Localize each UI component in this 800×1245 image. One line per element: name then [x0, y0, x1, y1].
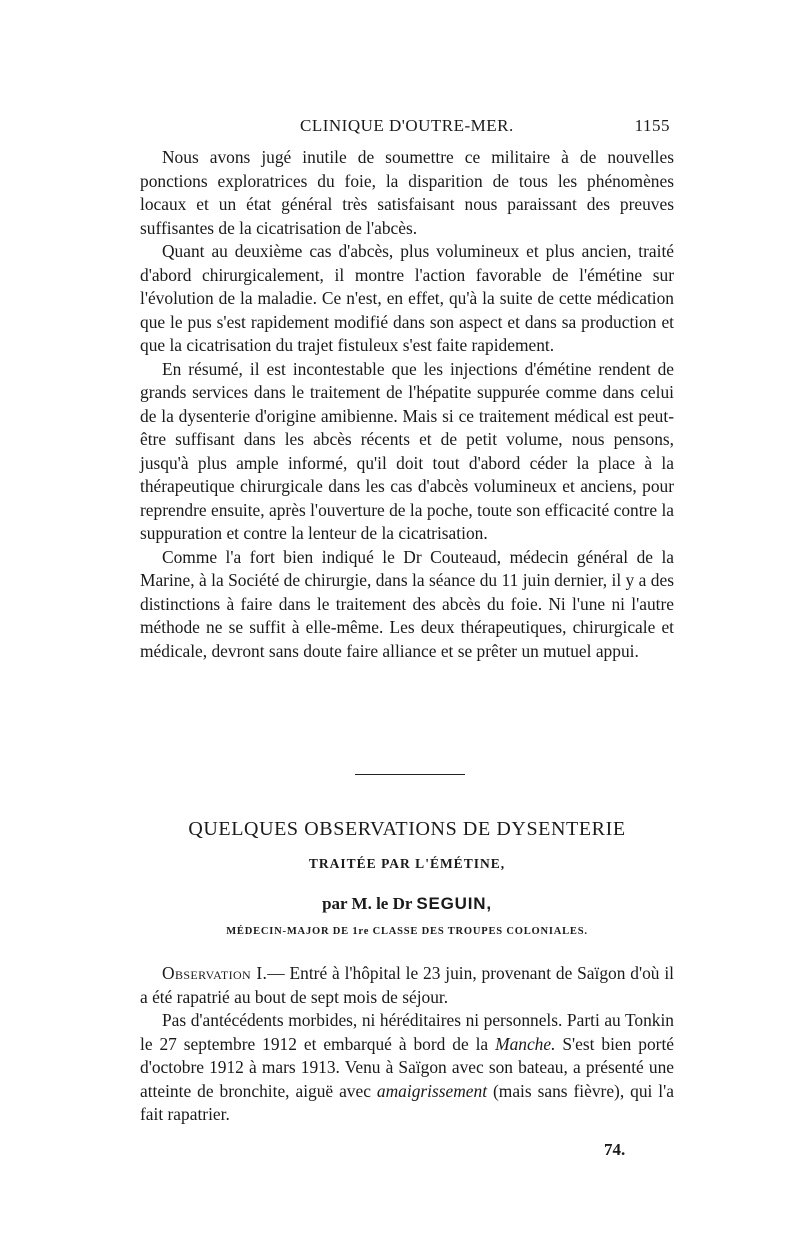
observation-paragraph-2 [140, 1009, 674, 1127]
ship-name: Manche. [495, 1033, 556, 1054]
obs-text-a: Pas d'antécédents morbides, ni héréditaires ni personnels. Parti au Tonkin le 27 septembre 1912 et embarqué à bord de la [140, 1010, 674, 1054]
paragraph-1: Nous avons jugé inutile de soumettre ce militaire à de nouvelles ponctions exploratrices du foie, la disparition de tous les phénomènes locaux et un état général très satisfaisant nous paraissant des preuves suffisantes de la cicatrisation de l'abcès. [140, 147, 674, 238]
paragraph-2: Quant au deuxième cas d'abcès, plus volumineux et plus ancien, traité d'abord chirurgicalement, il montre l'action favorable de l'émétine sur l'évolution de la maladie. Ce n'est, en effet, qu'à la suite de cette médication que le pus s'est rapidement modifié dans son aspect et dans sa production et que la cicatrisation du trajet fistuleux s'est faite rapidement. [140, 241, 674, 355]
paragraph-3: En résumé, il est incontestable que les injections d'émétine rendent de grands services dans le traitement de l'hépatite suppurée comme dans celui de la dysenterie d'origine amibienne. Mais si ce traitement médical est peut-être suffisant dans les abcès récents et de petit volume, nous pensons, jusqu'à plus ample informé, qu'il doit tout d'abord céder la place à la thérapeutique chirurgicale dans les cas d'abcès volumineux et anciens, pour reprendre ensuite, après l'ouverture de la poche, toute son efficacité contre la suppuration et contre la lenteur de la cicatrisation. [140, 358, 674, 543]
running-head-title: CLINIQUE D'OUTRE-MER. [300, 116, 514, 135]
running-head [140, 116, 670, 140]
paragraph-4: Comme l'a fort bien indiqué le Dr Couteaud, médecin général de la Marine, à la Société de chirurgie, dans la séance du 11 juin dernier, il y a des distinctions à faire dans le traitement des abcès du foie. Ni l'une ni l'autre méthode ne se suffit à elle-même. Les deux thérapeutiques, chirurgicale et médicale, devront sans doute faire alliance et se prêter un mutuel appui. [140, 546, 674, 661]
emphasis-term: amaigrissement [376, 1080, 488, 1101]
page-number: 1155 [634, 116, 670, 135]
observation-lead: — Entré à l'hôpital le 23 juin, provenant de Saïgon d'où il a été rapatrié au bout de sept mois de séjour. [140, 963, 674, 1007]
section-divider [355, 774, 465, 775]
observation-paragraph-1 [140, 962, 674, 1009]
article-subtitle: TRAITÉE PAR L'ÉMÉTINE, [308, 856, 506, 871]
signature-mark: 74. [604, 1140, 626, 1159]
article-title: QUELQUES OBSERVATIONS DE DYSENTERIE [188, 818, 626, 840]
observation-label: Observation I. [162, 963, 268, 983]
body-text [140, 146, 674, 663]
author-affiliation: MÉDECIN-MAJOR DE 1re CLASSE DES TROUPES COLONIALES. [226, 926, 588, 937]
author-name: SEGUIN, [416, 894, 492, 913]
obs-text-c: (mais sans fièvre), qui l'a fait rapatrier. [140, 1080, 674, 1124]
observation-text [140, 962, 674, 1127]
byline-prefix: par M. le Dr [322, 894, 413, 913]
byline [140, 894, 674, 914]
obs-text-b: S'est bien porté d'octobre 1912 à mars 1913. Venu à Saïgon avec son bateau, a présenté une atteinte de bronchite, aiguë avec [140, 1033, 674, 1101]
